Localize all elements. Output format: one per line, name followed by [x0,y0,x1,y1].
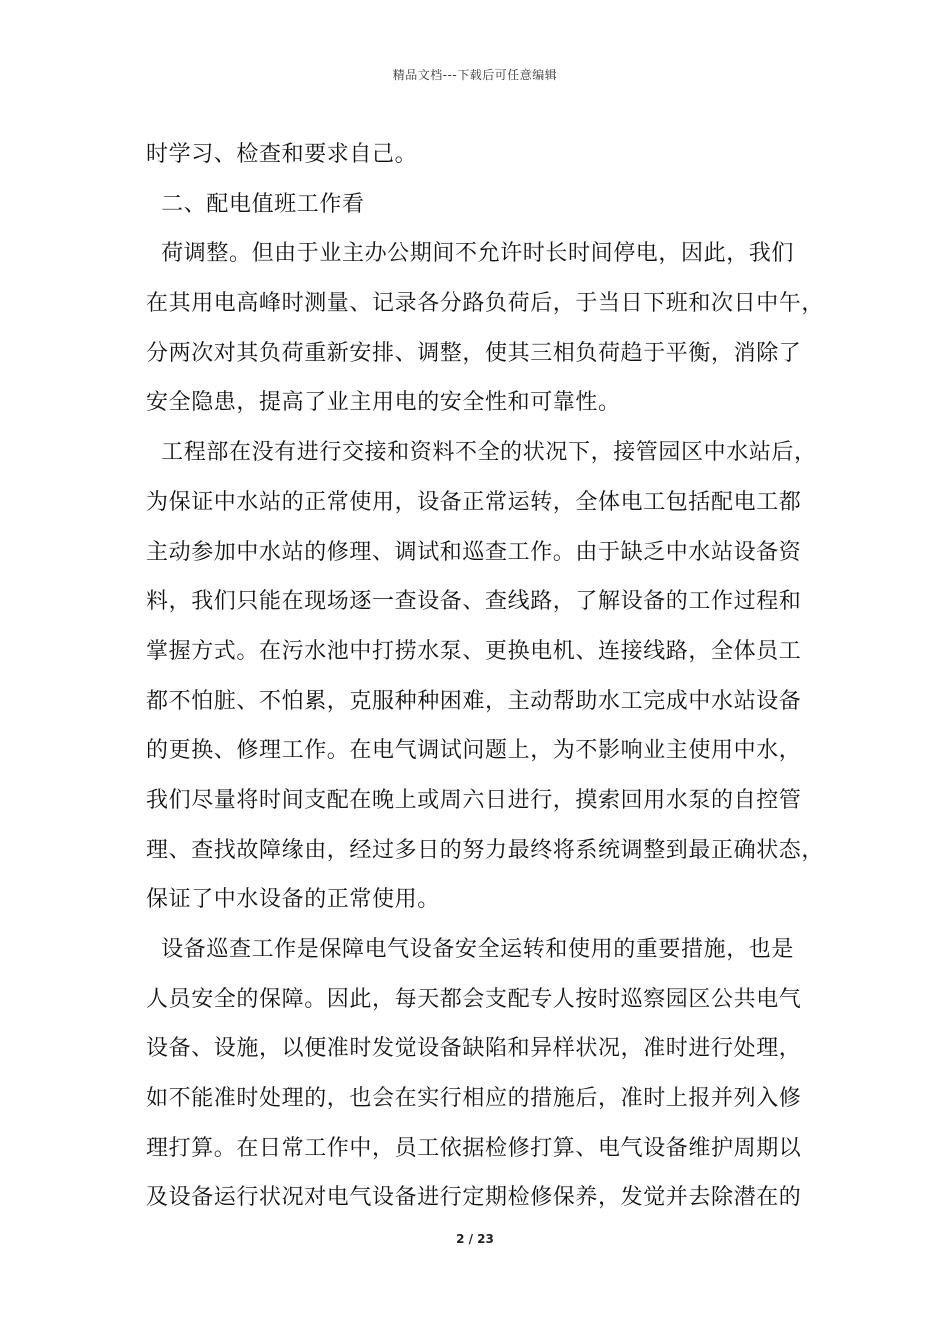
text-line: 分两次对其负荷重新安排、调整，使其三相负荷趋于平衡，消除了 [146,340,802,366]
page-number: 2 / 23 [456,1232,494,1246]
text-line: 荷调整。但由于业主办公期间不允许时长时间停电，因此，我们 [146,241,794,267]
text-line: 安全隐患，提高了业主用电的安全性和可靠性。 [146,390,621,416]
text-line: 及设备运行状况对电气设备进行定期检修保养，发觉并去除潜在的 [146,1185,802,1211]
text-line: 主动参加中水站的修理、调试和巡查工作。由于缺乏中水站设备资 [146,539,802,565]
text-line: 在其用电高峰时测量、记录各分路负荷后，于当日下班和次日中午， [146,291,825,317]
text-line: 人员安全的保障。因此，每天都会支配专人按时巡察园区公共电气 [146,986,802,1012]
text-line: 掌握方式。在污水池中打捞水泵、更换电机、连接线路，全体员工 [146,638,802,664]
text-line: 二、配电值班工作看 [146,191,365,217]
text-line: 理打算。在日常工作中，员工依据检修打算、电气设备维护周期以 [146,1135,802,1161]
text-line: 设备、设施，以便准时发觉设备缺陷和异样状况，准时进行处理， [146,1036,802,1062]
text-line: 工程部在没有进行交接和资料不全的状况下，接管园区中水站后， [146,440,817,466]
text-line: 的更换、修理工作。在电气调试问题上，为不影响业主使用中水， [146,738,802,764]
text-line: 我们尽量将时间支配在晚上或周六日进行，摸索回用水泵的自控管 [146,787,802,813]
page-header: 精品文档---下载后可任意编辑 [392,68,558,82]
text-line: 时学习、检查和要求自己。 [146,142,418,167]
text-line: 设备巡查工作是保障电气设备安全运转和使用的重要措施，也是 [146,937,794,962]
text-line: 料，我们只能在现场逐一查设备、查线路，了解设备的工作过程和 [146,589,802,615]
text-line: 为保证中水站的正常使用，设备正常运转，全体电工包括配电工都 [146,489,802,515]
text-line: 都不怕脏、不怕累，克服种种困难，主动帮助水工完成中水站设备 [146,688,802,714]
text-line: 如不能准时处理的，也会在实行相应的措施后，准时上报并列入修 [146,1086,802,1112]
document-body [146,130,825,1223]
text-line: 理、查找故障缘由，经过多日的努力最终将系统调整到最正确状态， [146,837,825,863]
text-line: 保证了中水设备的正常使用。 [146,887,440,913]
